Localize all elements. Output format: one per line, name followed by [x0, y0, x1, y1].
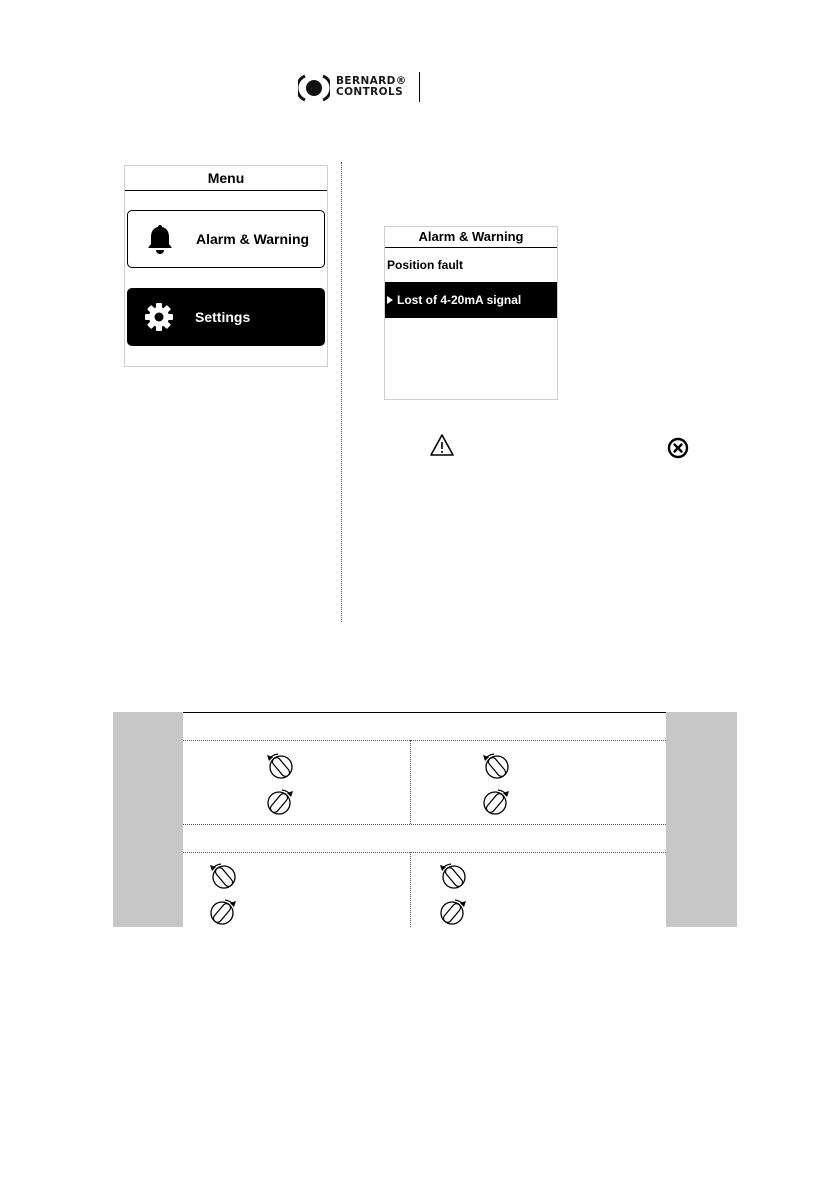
knob-rotate-right-icon — [207, 896, 241, 926]
alarm-screen-title: Alarm & Warning — [418, 229, 524, 244]
rotation-table — [113, 712, 737, 927]
table-col-divider — [410, 852, 411, 927]
knob-rotate-right-icon — [264, 786, 298, 816]
alarm-item-label: Lost of 4-20mA signal — [397, 293, 522, 307]
knob-rotate-left-icon — [437, 860, 471, 890]
menu-title-rule — [125, 190, 327, 191]
menu-item-label: Alarm & Warning — [196, 231, 310, 247]
gear-icon — [139, 297, 179, 337]
table-row-divider — [183, 824, 666, 825]
brand-name — [336, 76, 407, 98]
menu-screen-title: Menu — [207, 170, 245, 186]
table-left-column — [113, 712, 183, 927]
circle-x-icon — [667, 437, 689, 459]
column-divider — [341, 162, 342, 622]
knob-rotate-left-icon — [480, 750, 514, 780]
brand-line-1: BERNARD® — [336, 75, 407, 87]
table-row-divider — [183, 852, 666, 853]
knob-rotate-left-icon — [264, 750, 298, 780]
menu-item-label: Settings — [195, 309, 251, 325]
header-separator — [419, 72, 420, 102]
brand-logo-icon — [298, 72, 330, 104]
menu-item-alarm-warning[interactable] — [127, 210, 325, 268]
bell-icon — [140, 219, 180, 259]
brand-line-2: CONTROLS — [336, 86, 404, 98]
table-right-column — [666, 712, 737, 927]
section-label: Position fault — [387, 258, 463, 272]
table-top-border — [183, 712, 666, 713]
menu-item-settings[interactable] — [127, 288, 325, 346]
alarm-title-rule — [385, 247, 557, 248]
knob-rotate-right-icon — [480, 786, 514, 816]
selection-arrow-icon — [387, 296, 393, 304]
table-col-divider — [410, 740, 411, 824]
knob-rotate-left-icon — [207, 860, 241, 890]
menu-screen — [124, 165, 328, 367]
knob-rotate-right-icon — [437, 896, 471, 926]
alarm-list-item-selected[interactable] — [385, 282, 557, 318]
table-row-divider — [183, 740, 666, 741]
warning-triangle-icon — [430, 433, 454, 457]
alarm-warning-screen — [384, 226, 558, 400]
